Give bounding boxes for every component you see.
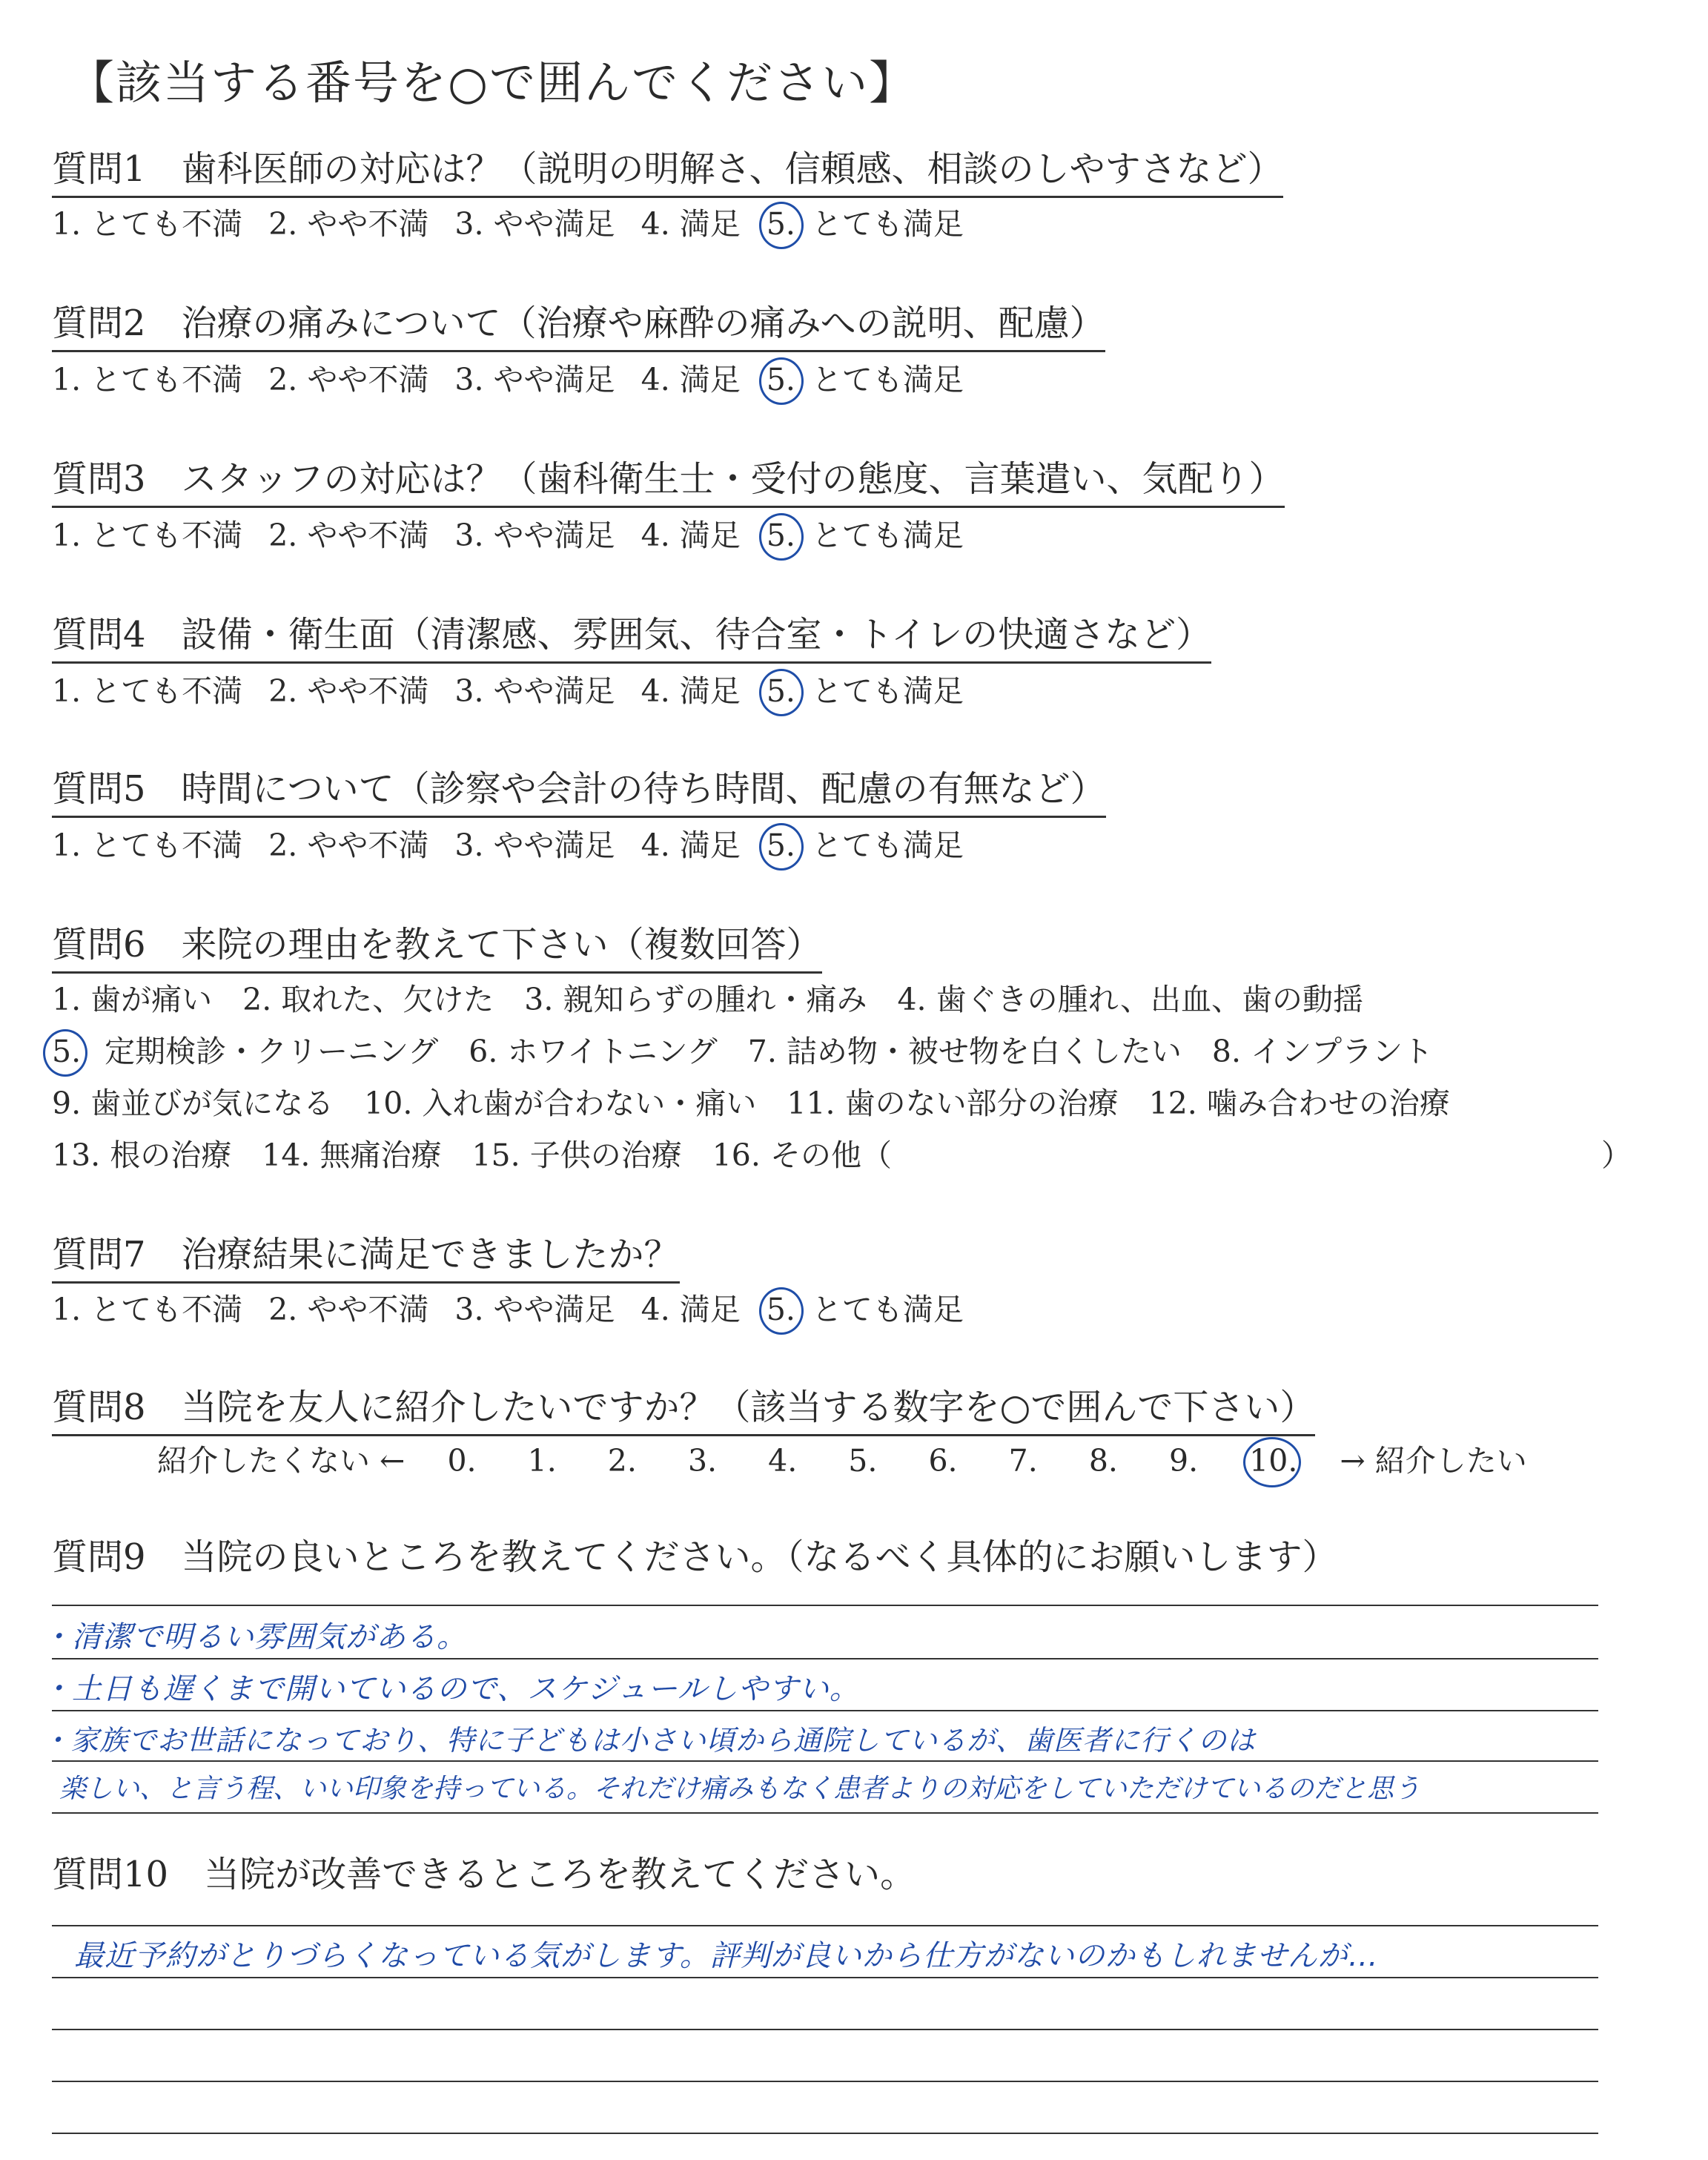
hand-circle-mark	[759, 823, 804, 871]
question-7-options	[52, 1289, 964, 1330]
answer-line	[52, 2029, 1598, 2030]
question-3-options	[52, 515, 964, 556]
option-5-circled[interactable]	[767, 1289, 795, 1330]
scale-option-7[interactable]: 7.	[1008, 1443, 1038, 1479]
scale-right-label: → 紹介したい	[1340, 1443, 1527, 1479]
question-6-row-4: 13. 根の治療 14. 無痛治療 15. 子供の治療 16. その他（	[52, 1137, 892, 1173]
hand-circle-mark	[759, 669, 804, 716]
recommend-scale	[157, 1440, 1527, 1482]
option-5-label: とても満足	[811, 828, 964, 863]
hand-circle-mark	[759, 513, 804, 561]
option-5-number: 5.	[766, 206, 795, 242]
option-5-circled[interactable]	[767, 825, 795, 866]
option-2[interactable]: 2. やや不満	[268, 673, 429, 709]
scale-option-5[interactable]: 5.	[848, 1443, 878, 1479]
option-3[interactable]: 3. やや満足	[454, 362, 615, 397]
answer-line	[52, 1812, 1598, 1814]
option-2[interactable]: 2. やや不満	[268, 206, 429, 242]
reason-5-circled[interactable]	[52, 1031, 81, 1072]
form-title: 【該当する番号を○で囲んでください】	[68, 56, 917, 110]
question-6-row-2	[52, 1031, 1433, 1072]
option-3[interactable]: 3. やや満足	[454, 206, 615, 242]
option-2[interactable]: 2. やや不満	[268, 362, 429, 397]
option-1[interactable]: 1. とても不満	[52, 1292, 243, 1327]
option-4[interactable]: 4. 満足	[640, 673, 741, 709]
option-4[interactable]: 4. 満足	[640, 1292, 741, 1327]
reason-row-2-text: 定期検診・クリーニング 6. ホワイトニング 7. 詰め物・被せ物を白くしたい 8. インプラント	[105, 1034, 1434, 1069]
good-point-answer-line-2: ・土日も遅くまで開いているので、スケジュールしやすい。	[42, 1672, 860, 1706]
question-8-heading: 質問8 当院を友人に紹介したいですか？（該当する数字を○で囲んで下さい）	[52, 1385, 1315, 1436]
option-5-label: とても満足	[811, 206, 964, 242]
scale-option-1[interactable]: 1.	[527, 1443, 557, 1479]
option-1[interactable]: 1. とても不満	[52, 518, 243, 553]
option-5-label: とても満足	[811, 518, 964, 553]
option-4[interactable]: 4. 満足	[640, 828, 741, 863]
option-5-circled[interactable]	[767, 359, 795, 400]
hand-circle-mark	[43, 1029, 87, 1077]
option-5-circled[interactable]	[767, 670, 795, 712]
good-point-answer-line-4: 楽しい、と言う程、いい印象を持っている。それだけ痛みもなく患者よりの対応をしていただけているのだと思う	[59, 1774, 1421, 1804]
option-5-circled[interactable]	[767, 515, 795, 556]
option-4[interactable]: 4. 満足	[640, 362, 741, 397]
option-1[interactable]: 1. とても不満	[52, 673, 243, 709]
answer-line	[52, 1710, 1598, 1711]
option-5-number: 5.	[766, 1292, 795, 1327]
option-5-number: 5.	[766, 362, 795, 397]
option-5-label: とても満足	[811, 1292, 964, 1327]
question-1-options	[52, 203, 964, 245]
question-1-heading: 質問1 歯科医師の対応は？（説明の明解さ、信頼感、相談のしやすさなど）	[52, 147, 1283, 198]
question-3-heading: 質問3 スタッフの対応は？（歯科衛生士・受付の態度、言葉遣い、気配り）	[52, 457, 1285, 508]
scale-option-9[interactable]: 9.	[1168, 1443, 1199, 1479]
question-10-heading: 質問10 当院が改善できるところを教えてください。	[52, 1854, 916, 1895]
option-5-number: 5.	[766, 518, 795, 553]
answer-line	[52, 1925, 1598, 1926]
question-4-options	[52, 670, 964, 712]
option-2[interactable]: 2. やや不満	[268, 828, 429, 863]
question-6-row-1: 1. 歯が痛い 2. 取れた、欠けた 3. 親知らずの腫れ・痛み 4. 歯ぐきの腫れ、出血、歯の動揺	[52, 982, 1364, 1017]
scale-option-4[interactable]: 4.	[768, 1443, 798, 1479]
option-3[interactable]: 3. やや満足	[454, 828, 615, 863]
improvement-answer: 最近予約がとりづらくなっている気がします。評判が良いから仕方がないのかもしれませんが…	[74, 1939, 1379, 1973]
question-5-heading: 質問5 時間について（診察や会計の待ち時間、配慮の有無など）	[52, 767, 1106, 818]
scale-option-6[interactable]: 6.	[928, 1443, 958, 1479]
option-2[interactable]: 2. やや不満	[268, 518, 429, 553]
answer-line	[52, 1977, 1598, 1978]
option-4[interactable]: 4. 満足	[640, 518, 741, 553]
scale-option-8[interactable]: 8.	[1088, 1443, 1118, 1479]
option-5-label: とても満足	[811, 362, 964, 397]
option-1[interactable]: 1. とても不満	[52, 206, 243, 242]
option-3[interactable]: 3. やや満足	[454, 1292, 615, 1327]
answer-line	[52, 2133, 1598, 2134]
question-5-options	[52, 825, 964, 866]
good-point-answer-line-3: ・家族でお世話になっており、特に子どもは小さい頃から通院しているが、歯医者に行くのは	[42, 1724, 1257, 1757]
good-point-answer-line-1: ・清潔で明るい雰囲気がある。	[42, 1620, 467, 1654]
question-7-heading: 質問7 治療結果に満足できましたか？	[52, 1232, 680, 1284]
option-5-label: とても満足	[811, 673, 964, 709]
scale-option-3[interactable]: 3.	[687, 1443, 718, 1479]
question-6-row-3: 9. 歯並びが気になる 10. 入れ歯が合わない・痛い 11. 歯のない部分の治療 12. 噛み合わせの治療	[52, 1086, 1450, 1121]
option-5-number: 5.	[766, 828, 795, 863]
scale-option-10-number: 10.	[1249, 1443, 1298, 1479]
question-2-options	[52, 359, 964, 400]
option-5-number: 5.	[766, 673, 795, 709]
option-2[interactable]: 2. やや不満	[268, 1292, 429, 1327]
answer-line	[52, 1605, 1598, 1606]
other-close-paren: ）	[1601, 1137, 1632, 1173]
hand-circle-mark	[759, 357, 804, 405]
option-3[interactable]: 3. やや満足	[454, 673, 615, 709]
hand-circle-mark	[759, 1287, 804, 1335]
hand-circle-mark	[759, 202, 804, 249]
scale-option-10-circled[interactable]	[1249, 1440, 1297, 1482]
question-9-heading: 質問9 当院の良いところを教えてください。（なるべく具体的にお願いします）	[52, 1536, 1338, 1578]
option-3[interactable]: 3. やや満足	[454, 518, 615, 553]
reason-5-number: 5.	[52, 1034, 82, 1069]
option-4[interactable]: 4. 満足	[640, 206, 741, 242]
option-5-circled[interactable]	[767, 203, 795, 245]
option-1[interactable]: 1. とても不満	[52, 362, 243, 397]
question-2-heading: 質問2 治療の痛みについて（治療や麻酔の痛みへの説明、配慮）	[52, 301, 1105, 352]
question-4-heading: 質問4 設備・衛生面（清潔感、雰囲気、待合室・トイレの快適さなど）	[52, 612, 1211, 664]
question-6-heading: 質問6 来院の理由を教えて下さい（複数回答）	[52, 922, 822, 974]
scale-option-0[interactable]: 0.	[447, 1443, 477, 1479]
answer-line	[52, 1658, 1598, 1659]
hand-circle-mark	[1243, 1437, 1301, 1487]
answer-line	[52, 1760, 1598, 1762]
option-1[interactable]: 1. とても不満	[52, 828, 243, 863]
scale-option-2[interactable]: 2.	[607, 1443, 637, 1479]
answer-line	[52, 2081, 1598, 2082]
scale-left-label: 紹介したくない ←	[157, 1443, 406, 1479]
